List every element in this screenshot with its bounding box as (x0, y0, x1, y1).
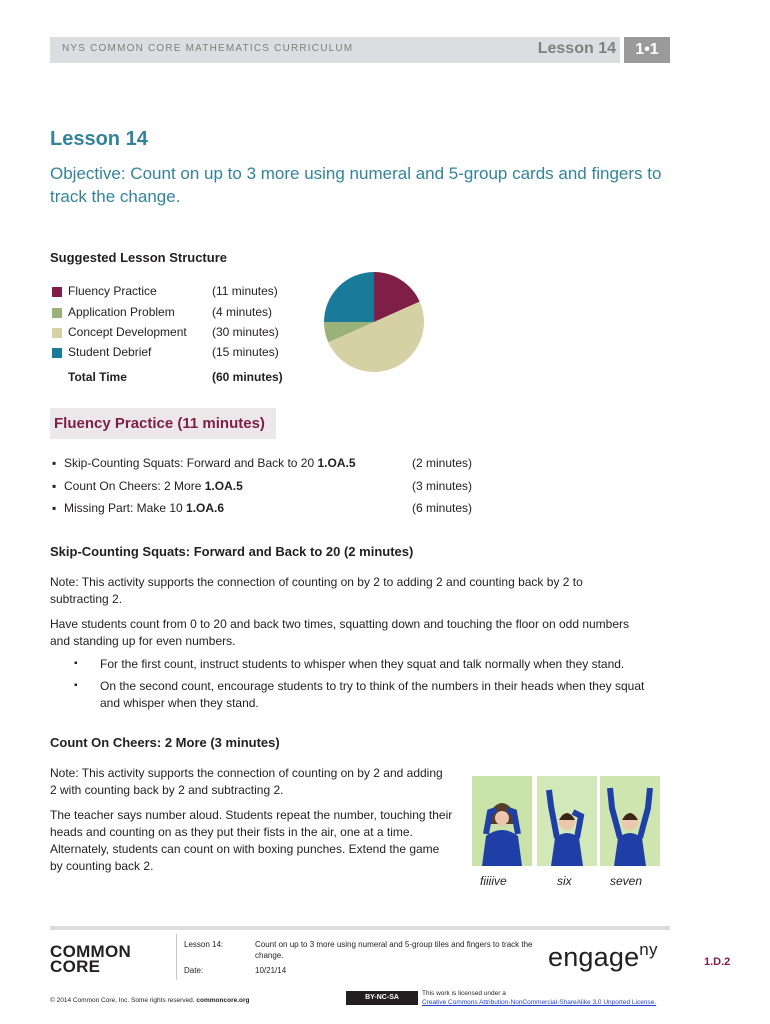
footer-lesson-text: Count on up to 3 more using numeral and 5-group tiles and fingers to track the change. (255, 940, 533, 960)
photo-six (537, 776, 597, 866)
bullet-icon: ▪ (52, 456, 57, 470)
fluency-item-time: (6 minutes) (412, 501, 473, 515)
fluency-item-text: Count On Cheers: 2 More (64, 479, 205, 493)
fluency-item-text: Skip-Counting Squats: Forward and Back to 20 (64, 456, 318, 470)
skip-counting-body: Have students count from 0 to 20 and back two times, squatting down and touching the floor on odd numbers and standing up for even numbers. (50, 617, 630, 648)
common-core-logo (50, 944, 131, 974)
structure-time: (11 minutes) (212, 284, 278, 298)
page-header (50, 37, 670, 63)
count-on-cheers-heading: Count On Cheers: 2 More (3 minutes) (50, 735, 280, 750)
skip-bullet: For the first count, instruct students to whisper when they squat and talk normally when they stand. (100, 657, 625, 671)
structure-time: (30 minutes) (212, 325, 279, 339)
skip-counting-heading: Skip-Counting Squats: Forward and Back to 20 (2 minutes) (50, 544, 414, 559)
skip-counting-note: Note: This activity supports the connection of counting on by 2 to adding 2 and counting back by 2 to subtracting 2. (50, 575, 583, 606)
count-on-cheers-body: The teacher says number aloud. Students repeat the number, touching their heads and counting on as they put their fists in the air, one at a time. Alternately, students can count on with boxing punches. Extend the game by counting back 2. (50, 808, 453, 873)
fluency-practice-box (50, 408, 276, 439)
engageny-logo (548, 942, 658, 973)
license-line-1: This work is licensed under a (422, 990, 506, 997)
student-one-arm-up-image (537, 776, 597, 866)
header-lesson: Lesson 14 (537, 40, 616, 57)
fluency-item-standard: 1.OA.6 (186, 501, 225, 515)
fluency-item-time: (3 minutes) (412, 479, 473, 493)
fluency-item (52, 456, 356, 470)
footer-divider (50, 926, 670, 930)
structure-label: Application Problem (68, 305, 175, 319)
bullet-icon: ▪ (74, 680, 78, 691)
skip-bullet: On the second count, encourage students to try to think of the numbers in their heads when they squat and whisper when they stand. (100, 679, 645, 710)
lesson-structure-pie-chart (322, 270, 426, 374)
logo-line-1: COMMON (50, 942, 132, 961)
bullet-icon: ▪ (74, 658, 78, 669)
structure-time: (4 minutes) (212, 305, 273, 319)
curriculum-label: NYS COMMON CORE MATHEMATICS CURRICULUM (62, 43, 354, 54)
concept-swatch (52, 328, 62, 338)
page-code: 1.D.2 (704, 956, 731, 968)
module-badge: 1•1 (624, 37, 670, 63)
bullet-icon: ▪ (52, 501, 57, 515)
lesson-title: Lesson 14 (50, 128, 148, 150)
fluency-item-time: (2 minutes) (412, 456, 473, 470)
copyright-text: © 2014 Common Core, Inc. Some rights reserved. (50, 997, 197, 1004)
cc-license-badge: BY-NC-SA (346, 991, 418, 1005)
caption-fiiiive: fiiiive (480, 874, 507, 888)
caption-seven: seven (610, 874, 643, 888)
footer-lesson-label: Lesson 14: (184, 940, 224, 949)
footer-vertical-divider (176, 934, 177, 980)
structure-time: (15 minutes) (212, 345, 279, 359)
footer-date-label: Date: (184, 966, 204, 975)
fluency-item-standard: 1.OA.5 (204, 479, 243, 493)
application-swatch (52, 308, 62, 318)
license-link[interactable]: Creative Commons Attribution-NonCommercial-ShareAlike 3.0 Unported License. (422, 999, 657, 1006)
footer-date: 10/21/14 (255, 966, 287, 975)
engage-text: engage (548, 942, 640, 972)
bullet-icon: ▪ (52, 479, 57, 493)
fluency-practice-title: Fluency Practice (11 minutes) (54, 415, 265, 432)
photo-fiiiive (472, 776, 532, 866)
fluency-item (52, 479, 243, 493)
fluency-swatch (52, 287, 62, 297)
student-arms-up-image (600, 776, 660, 866)
pie-slice-student-debrief (324, 272, 374, 322)
ny-text: ny (639, 940, 658, 959)
fluency-item (52, 501, 224, 515)
logo-line-2: CORE (50, 957, 101, 976)
structure-label: Student Debrief (68, 345, 152, 359)
student-hands-on-head-image (472, 776, 532, 866)
structure-title: Suggested Lesson Structure (50, 250, 227, 265)
copyright-site: commoncore.org (196, 997, 250, 1004)
fluency-item-standard: 1.OA.5 (317, 456, 356, 470)
caption-six: six (557, 874, 572, 888)
structure-label: Fluency Practice (68, 284, 157, 298)
total-time: (60 minutes) (212, 370, 283, 384)
copyright (50, 997, 250, 1004)
count-on-cheers-note: Note: This activity supports the connection of counting on by 2 and adding 2 with counting back by 2 and subtracting 2. (50, 766, 443, 797)
total-label: Total Time (68, 370, 127, 384)
lesson-objective: Objective: Count on up to 3 more using numeral and 5-group cards and fingers to track the change. (50, 164, 662, 206)
debrief-swatch (52, 348, 62, 358)
fluency-item-text: Missing Part: Make 10 (64, 501, 187, 515)
photo-seven (600, 776, 660, 866)
structure-label: Concept Development (68, 325, 187, 339)
